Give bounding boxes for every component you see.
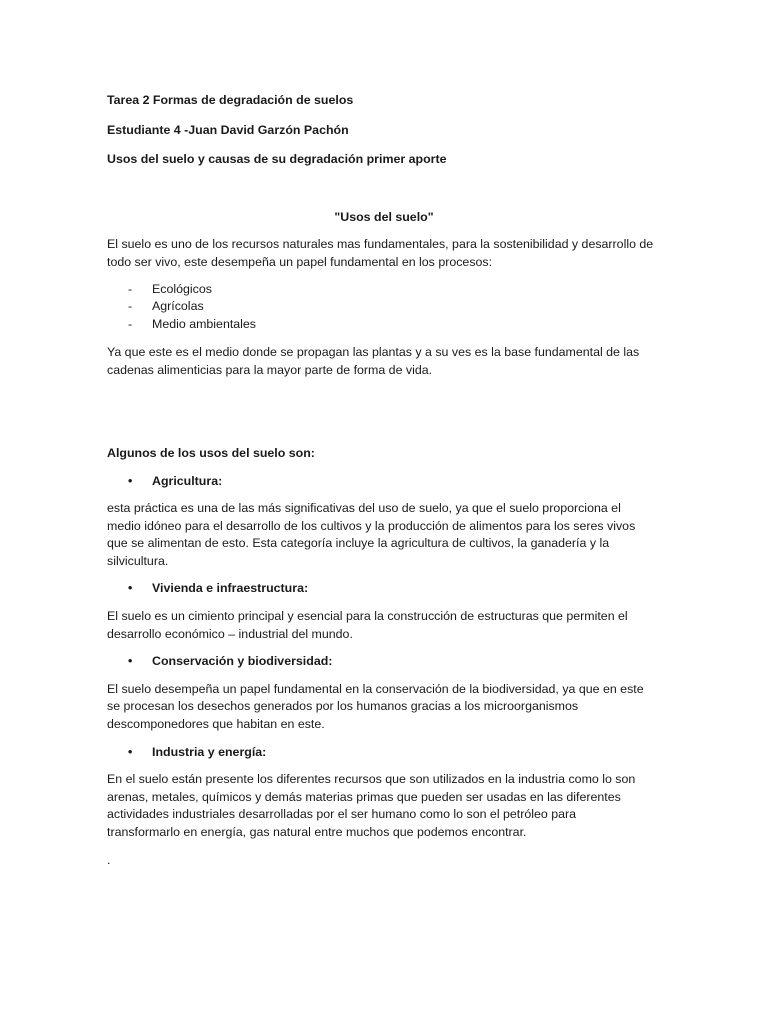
paragraph-line: En el suelo están presente los diferentes recursos que son utilizados en la industria como lo son bbox=[107, 772, 636, 786]
dash-marker: - bbox=[128, 317, 133, 331]
list-item bbox=[128, 281, 212, 299]
paragraph-line: que se alimentan de esto. Esta categoría incluye la agricultura de cultivos, la ganadería y la bbox=[107, 536, 610, 550]
paragraph-line: se procesan los desechos generados por los humanos gracias a los microorganismos bbox=[107, 699, 579, 713]
use-heading-item bbox=[128, 653, 332, 671]
use-title: Vivienda e infraestructura: bbox=[152, 581, 309, 595]
student-name: Estudiante 4 -Juan David Garzón Pachón bbox=[107, 123, 349, 137]
bullet-icon: • bbox=[128, 474, 133, 488]
use-title: Industria y energía: bbox=[152, 745, 267, 759]
list-item bbox=[128, 316, 256, 334]
paragraph-line: esta práctica es una de las más significativas del uso de suelo, ya que el suelo proporciona el bbox=[107, 501, 621, 515]
uses-heading: Algunos de los usos del suelo son: bbox=[107, 446, 315, 460]
paragraph-line: El suelo desempeña un papel fundamental en la conservación de la biodiversidad, ya que en este bbox=[107, 682, 644, 696]
paragraph-line: arenas, metales, químicos y demás materias primas que pueden ser usadas en las diferentes bbox=[107, 790, 621, 804]
intro-line: El suelo es uno de los recursos naturales mas fundamentales, para la sostenibilidad y desarrollo de bbox=[107, 237, 654, 251]
follow-up-line: Ya que este es el medio donde se propagan las plantas y a su ves es la base fundamental de las bbox=[107, 345, 640, 359]
dash-marker: - bbox=[128, 299, 133, 313]
paragraph-line: medio idóneo para el desarrollo de los cultivos y la producción de alimentos para los seres vivos bbox=[107, 519, 636, 533]
use-title: Conservación y biodiversidad: bbox=[152, 654, 333, 668]
bullet-icon: • bbox=[128, 745, 133, 759]
follow-up-line: cadenas alimenticias para la mayor parte de forma de vida. bbox=[107, 363, 433, 377]
document-subtitle: Usos del suelo y causas de su degradación primer aporte bbox=[107, 152, 447, 166]
paragraph-line: desarrollo económico – industrial del mundo. bbox=[107, 627, 353, 641]
use-heading-item bbox=[128, 744, 266, 762]
list-item-label: Medio ambientales bbox=[152, 317, 257, 331]
list-item-label: Agrícolas bbox=[152, 299, 204, 313]
dash-marker: - bbox=[128, 282, 133, 296]
section-title: "Usos del suelo" bbox=[334, 210, 434, 224]
paragraph-line: silvicultura. bbox=[107, 554, 169, 568]
use-heading-item bbox=[128, 580, 308, 598]
paragraph-line: descomponedores que habitan en este. bbox=[107, 717, 325, 731]
list-item-label: Ecológicos bbox=[152, 282, 212, 296]
intro-line: todo ser vivo, este desempeña un papel fundamental en los procesos: bbox=[107, 255, 493, 269]
use-title: Agricultura: bbox=[152, 474, 223, 488]
paragraph-line: El suelo es un cimiento principal y esencial para la construcción de estructuras que permiten el bbox=[107, 609, 628, 623]
trailing-period: . bbox=[107, 853, 111, 867]
paragraph-line: actividades industriales desarrolladas por el ser humano como lo son el petróleo para bbox=[107, 807, 577, 821]
use-heading-item bbox=[128, 473, 222, 491]
list-item bbox=[128, 298, 204, 316]
paragraph-line: transformarlo en energía, gas natural entre muchos que podemos encontrar. bbox=[107, 825, 527, 839]
task-title: Tarea 2 Formas de degradación de suelos bbox=[107, 93, 354, 107]
bullet-icon: • bbox=[128, 654, 133, 668]
bullet-icon: • bbox=[128, 581, 133, 595]
